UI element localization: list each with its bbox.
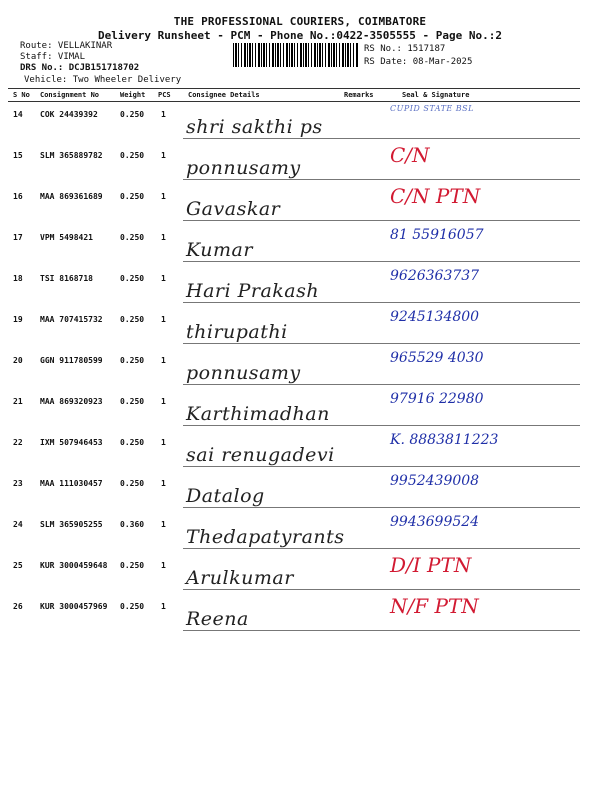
serial-number: 16: [13, 192, 23, 201]
consignment-number: SLM 365905255: [40, 520, 103, 529]
row-rule: [183, 384, 580, 385]
table-row: [0, 305, 600, 346]
serial-number: 15: [13, 151, 23, 160]
col-header-sno: S No: [13, 91, 30, 99]
seal-signature: N/F PTN: [390, 594, 479, 618]
serial-number: 21: [13, 397, 23, 406]
pieces-count: 1: [161, 151, 166, 160]
weight-value: 0.250: [120, 274, 145, 283]
table-row: [0, 428, 600, 469]
weight-value: 0.250: [120, 561, 145, 570]
table-row: [0, 182, 600, 223]
seal-signature: 9626363737: [390, 268, 480, 284]
consignment-number: VPM 5498421: [40, 233, 93, 242]
pieces-count: 1: [161, 356, 166, 365]
staff-label: Staff: VIMAL: [20, 52, 86, 62]
serial-number: 18: [13, 274, 23, 283]
pieces-count: 1: [161, 602, 166, 611]
weight-value: 0.360: [120, 520, 145, 529]
table-row: [0, 592, 600, 633]
row-rule: [183, 302, 580, 303]
table-row: [0, 264, 600, 305]
serial-number: 17: [13, 233, 23, 242]
serial-number: 26: [13, 602, 23, 611]
consignment-number: KUR 3000457969: [40, 602, 108, 611]
row-rule: [183, 589, 580, 590]
vehicle-label: Vehicle: Two Wheeler Delivery: [24, 75, 182, 85]
pieces-count: 1: [161, 233, 166, 242]
table-row: [0, 100, 600, 141]
row-rule: [183, 261, 580, 262]
row-rule: [183, 220, 580, 221]
weight-value: 0.250: [120, 192, 145, 201]
consignee-handwritten-name: Datalog: [186, 485, 265, 507]
consignee-handwritten-name: ponnusamy: [186, 362, 301, 384]
consignee-handwritten-name: Kumar: [186, 239, 253, 261]
consignment-number: SLM 365889782: [40, 151, 103, 160]
pieces-count: 1: [161, 192, 166, 201]
seal-signature: 9952439008: [390, 473, 480, 489]
serial-number: 23: [13, 479, 23, 488]
consignee-handwritten-name: sai renugadevi: [186, 444, 335, 466]
consignment-number: COK 24439392: [40, 110, 98, 119]
consignment-number: GGN 911780599: [40, 356, 103, 365]
pieces-count: 1: [161, 479, 166, 488]
rs-date: RS Date: 08-Mar-2025: [364, 57, 473, 67]
table-row: [0, 141, 600, 182]
pieces-count: 1: [161, 397, 166, 406]
col-header-consignment: Consignment No: [40, 91, 100, 99]
consignee-handwritten-name: Hari Prakash: [186, 280, 320, 302]
consignment-number: MAA 707415732: [40, 315, 103, 324]
weight-value: 0.250: [120, 356, 145, 365]
table-row: [0, 346, 600, 387]
row-rule: [183, 343, 580, 344]
table-row: [0, 551, 600, 592]
consignee-handwritten-name: Thedapatyrants: [186, 526, 345, 548]
serial-number: 14: [13, 110, 23, 119]
consignee-handwritten-name: shri sakthi ps: [186, 116, 323, 138]
consignment-number: TSI 8168718: [40, 274, 93, 283]
pieces-count: 1: [161, 315, 166, 324]
serial-number: 25: [13, 561, 23, 570]
barcode: [233, 43, 358, 67]
serial-number: 20: [13, 356, 23, 365]
company-title: THE PROFESSIONAL COURIERS, COIMBATORE: [173, 15, 427, 28]
pieces-count: 1: [161, 438, 166, 447]
consignee-handwritten-name: thirupathi: [186, 321, 288, 343]
serial-number: 22: [13, 438, 23, 447]
weight-value: 0.250: [120, 233, 145, 242]
consignee-handwritten-name: ponnusamy: [186, 157, 301, 179]
consignment-number: KUR 3000459648: [40, 561, 108, 570]
pieces-count: 1: [161, 274, 166, 283]
table-row: [0, 510, 600, 551]
seal-signature: 9245134800: [390, 309, 480, 325]
row-rule: [183, 507, 580, 508]
serial-number: 24: [13, 520, 23, 529]
header-top-rule: [8, 88, 580, 89]
consignment-number: MAA 869320923: [40, 397, 103, 406]
seal-signature: 965529 4030: [390, 350, 484, 366]
col-header-pcs: PCS: [158, 91, 171, 99]
pieces-count: 1: [161, 520, 166, 529]
table-row: [0, 469, 600, 510]
row-rule: [183, 425, 580, 426]
row-rule: [183, 548, 580, 549]
route-label: Route: VELLAKINAR: [20, 41, 113, 51]
row-rule: [183, 138, 580, 139]
weight-value: 0.250: [120, 397, 145, 406]
weight-value: 0.250: [120, 602, 145, 611]
seal-signature: K. 8883811223: [390, 432, 499, 448]
col-header-remarks: Remarks: [344, 91, 374, 99]
weight-value: 0.250: [120, 479, 145, 488]
consignment-number: IXM 507946453: [40, 438, 103, 447]
col-header-signature: Seal & Signature: [402, 91, 470, 99]
table-row: [0, 387, 600, 428]
consignee-handwritten-name: Reena: [186, 608, 249, 630]
weight-value: 0.250: [120, 151, 145, 160]
row-rule: [183, 466, 580, 467]
seal-signature: 81 55916057: [390, 227, 484, 243]
table-row: [0, 223, 600, 264]
weight-value: 0.250: [120, 315, 145, 324]
serial-number: 19: [13, 315, 23, 324]
row-rule: [183, 630, 580, 631]
consignee-handwritten-name: Karthimadhan: [186, 403, 330, 425]
consignment-number: MAA 111030457: [40, 479, 103, 488]
seal-signature: 97916 22980: [390, 391, 484, 407]
runsheet-subtitle: Delivery Runsheet - PCM - Phone No.:0422-3505555 - Page No.:2: [98, 29, 502, 42]
seal-signature: C/N PTN: [390, 184, 481, 208]
consignment-number: MAA 869361689: [40, 192, 103, 201]
row-rule: [183, 179, 580, 180]
col-header-weight: Weight: [120, 91, 146, 99]
seal-signature: 9943699524: [390, 514, 480, 530]
drs-number: DRS No.: DCJB151718702: [20, 63, 140, 73]
rs-number: RS No.: 1517187: [364, 44, 446, 54]
seal-signature: CUPID STATE BSL: [390, 104, 474, 113]
pieces-count: 1: [161, 110, 166, 119]
col-header-consignee: Consignee Details: [188, 91, 260, 99]
weight-value: 0.250: [120, 110, 145, 119]
consignee-handwritten-name: Arulkumar: [186, 567, 294, 589]
consignee-handwritten-name: Gavaskar: [186, 198, 281, 220]
weight-value: 0.250: [120, 438, 145, 447]
seal-signature: C/N: [390, 143, 430, 167]
seal-signature: D/I PTN: [390, 553, 472, 577]
pieces-count: 1: [161, 561, 166, 570]
